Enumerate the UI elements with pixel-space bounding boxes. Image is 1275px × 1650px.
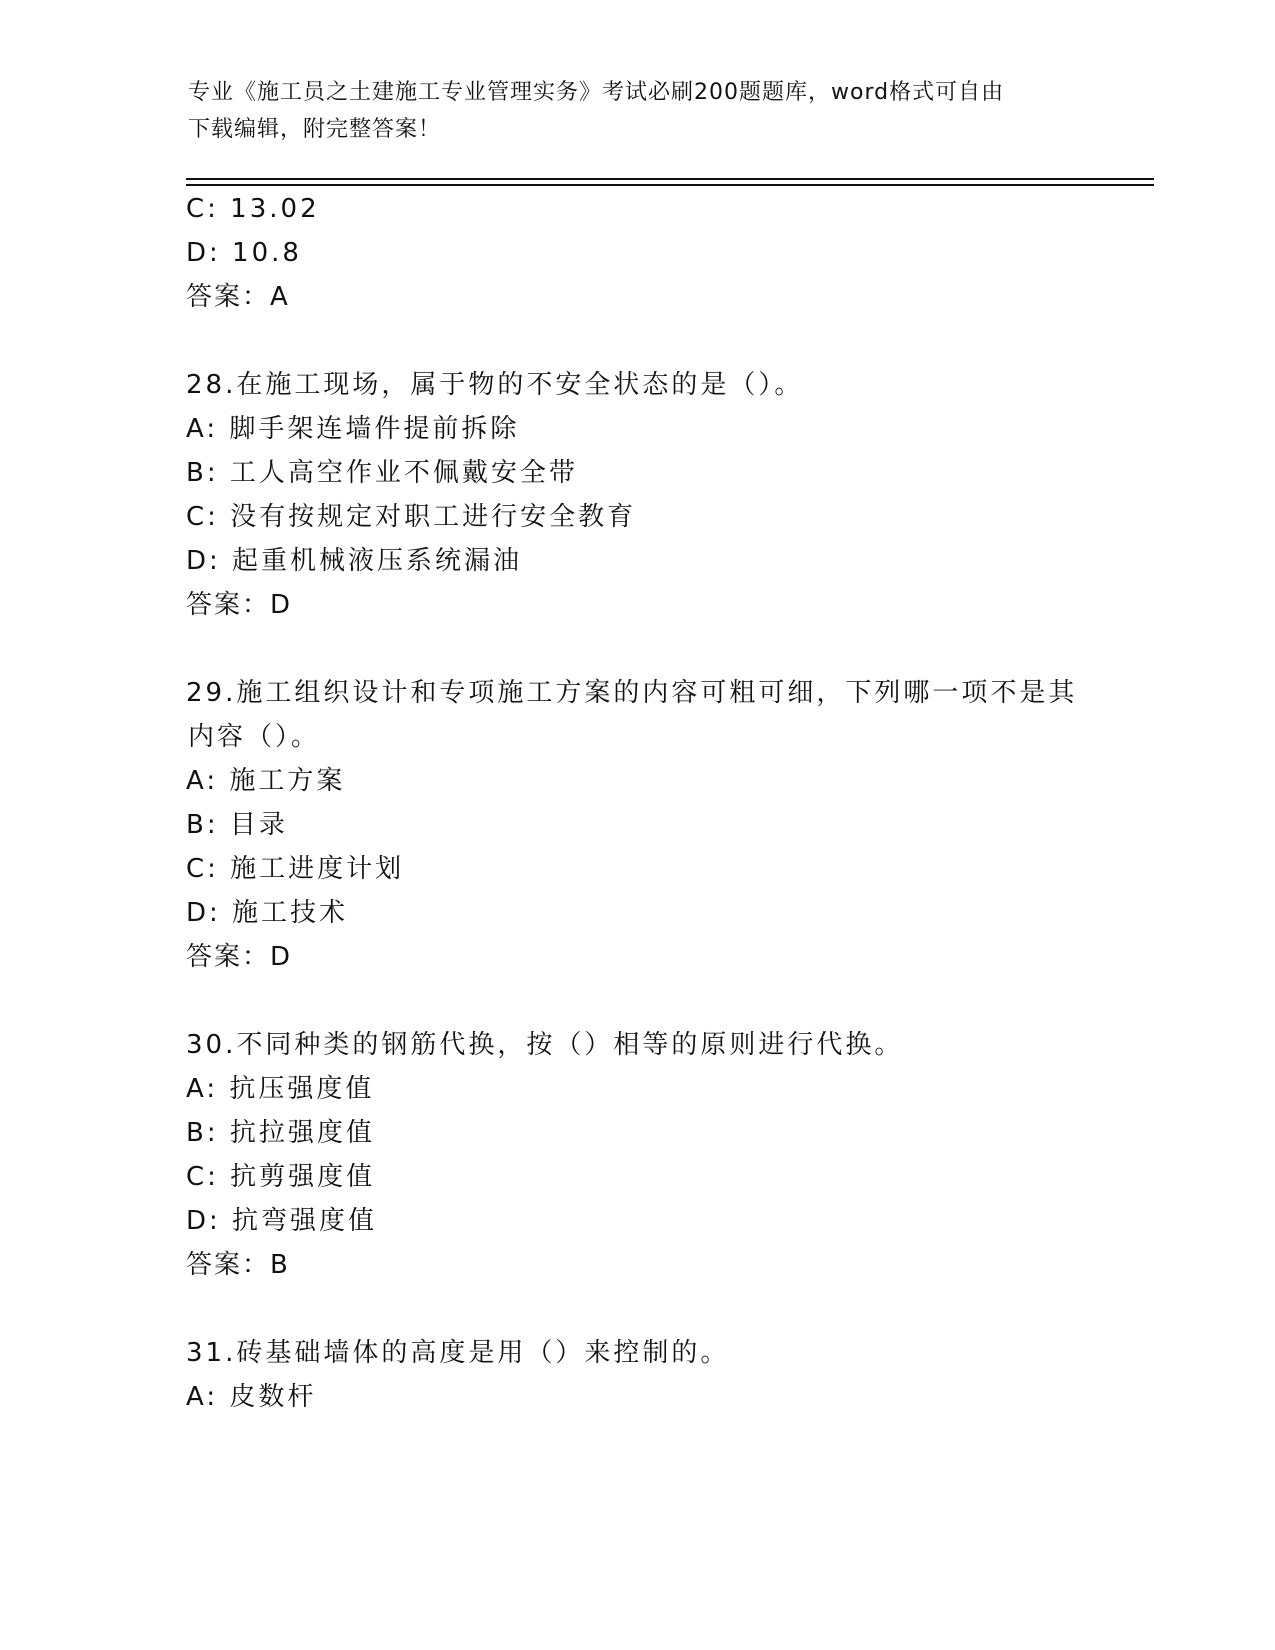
answer-line: 答案：D	[186, 942, 293, 972]
question-31: 31.砖基础墙体的高度是用（）来控制的。	[186, 1338, 730, 1368]
option-a: A: 脚手架连墙件提前拆除	[186, 414, 520, 444]
option-d: D: 施工技术	[186, 898, 349, 928]
header-line-1: 专业《施工员之土建施工专业管理实务》考试必刷200题题库，word格式可自由	[188, 80, 1005, 105]
option-b: B: 抗拉强度值	[186, 1118, 375, 1148]
option-a: A: 抗压强度值	[186, 1074, 375, 1104]
option-d: D: 抗弯强度值	[186, 1206, 378, 1236]
question-30: 30.不同种类的钢筋代换，按（）相等的原则进行代换。	[186, 1030, 904, 1060]
option-c: C: 没有按规定对职工进行安全教育	[186, 502, 637, 532]
option-a: A: 皮数杆	[186, 1382, 317, 1412]
question-28: 28.在施工现场，属于物的不安全状态的是（）。	[186, 370, 804, 400]
header-line-2: 下载编辑，附完整答案！	[188, 117, 442, 142]
answer-line: 答案：A	[186, 282, 290, 312]
header-divider-bottom	[186, 184, 1154, 186]
option-c: C: 抗剪强度值	[186, 1162, 376, 1192]
question-29-continued: 内容（）。	[188, 722, 321, 752]
header-divider-top	[186, 178, 1154, 180]
option-d: D: 起重机械液压系统漏油	[186, 546, 523, 576]
answer-line: 答案：B	[186, 1250, 290, 1280]
option-c: C: 13.02	[186, 194, 320, 224]
answer-line: 答案：D	[186, 590, 293, 620]
option-b: B: 工人高空作业不佩戴安全带	[186, 458, 578, 488]
option-c: C: 施工进度计划	[186, 854, 405, 884]
option-b: B: 目录	[186, 810, 288, 840]
option-d: D: 10.8	[186, 238, 302, 268]
question-29: 29.施工组织设计和专项施工方案的内容可粗可细，下列哪一项不是其	[186, 678, 1078, 708]
option-a: A: 施工方案	[186, 766, 346, 796]
document-header	[188, 74, 1068, 148]
